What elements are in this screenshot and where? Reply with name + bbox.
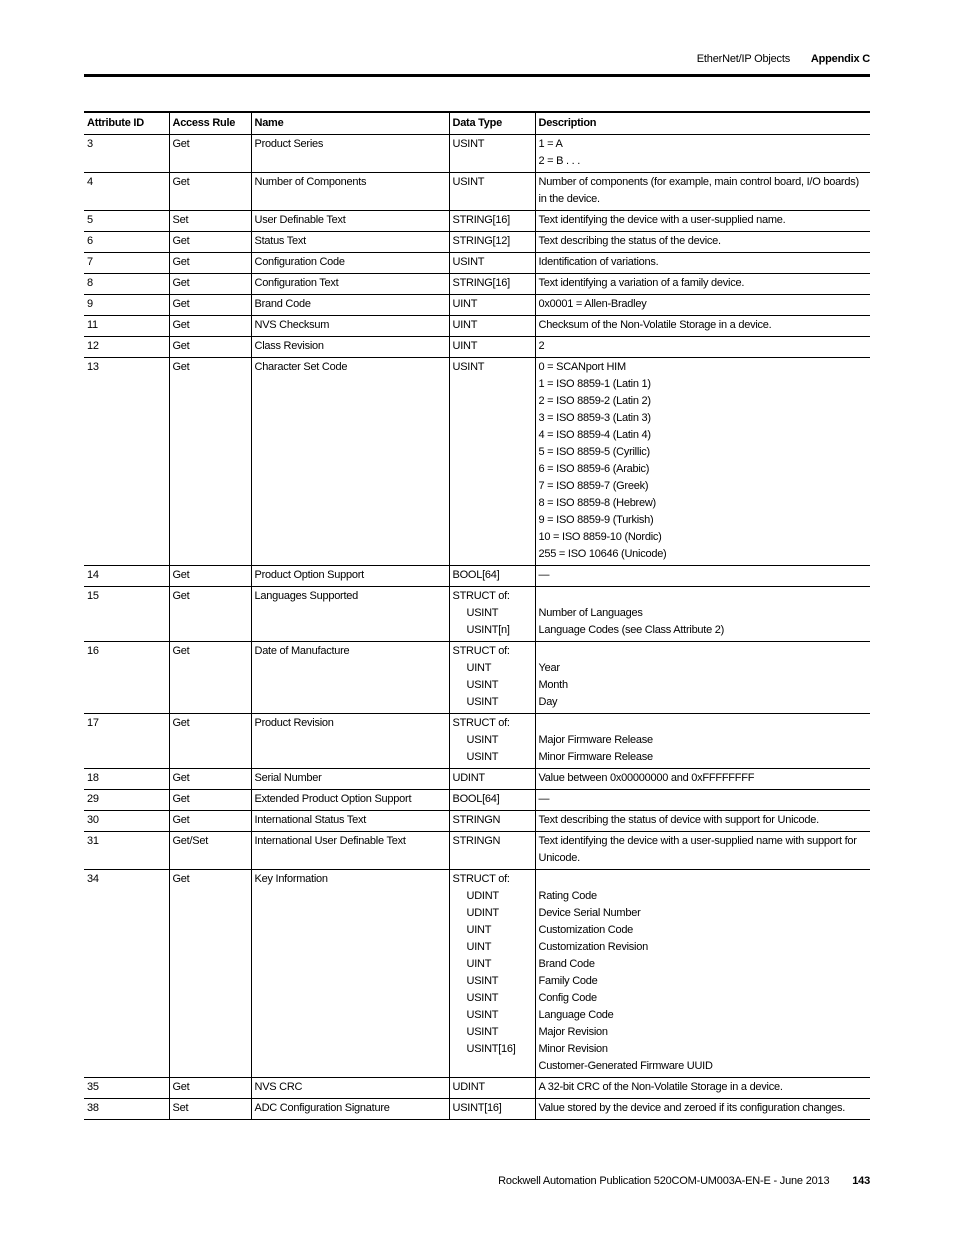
access-rule-cell: Get: [169, 358, 251, 566]
description-line: 4 = ISO 8859-4 (Latin 4): [538, 429, 651, 441]
table-row: [84, 832, 870, 870]
description-cell: [535, 211, 870, 232]
column-header-name: Name: [251, 112, 449, 135]
data-type-line: USINT: [466, 751, 499, 763]
table-row: [84, 253, 870, 274]
description-cell: [535, 566, 870, 587]
description-cell: [535, 337, 870, 358]
table-row: [84, 769, 870, 790]
access-rule-cell: Get: [169, 1078, 251, 1099]
access-rule-cell: Get: [169, 316, 251, 337]
data-type-cell: [449, 135, 535, 173]
description-line: Major Revision: [538, 1026, 608, 1038]
data-type-line: UINT: [452, 298, 478, 310]
data-type-line: UINT: [452, 340, 478, 352]
attribute-table: [84, 111, 870, 1120]
column-header-description: Description: [535, 112, 870, 135]
header-rule: [84, 74, 870, 77]
access-rule-cell: Get: [169, 566, 251, 587]
data-type-line: BOOL[64]: [452, 569, 500, 581]
attribute-id-cell: 34: [84, 870, 169, 1078]
data-type-line: STRUCT of:: [452, 717, 510, 729]
description-line: 5 = ISO 8859-5 (Cyrillic): [538, 446, 650, 458]
data-type-line: UDINT: [452, 1081, 485, 1093]
table-row: [84, 566, 870, 587]
data-type-line: STRINGN: [452, 814, 501, 826]
access-rule-cell: Get: [169, 274, 251, 295]
attribute-id-cell: 18: [84, 769, 169, 790]
access-rule-cell: Get: [169, 232, 251, 253]
attribute-id-cell: 7: [84, 253, 169, 274]
table-row: [84, 274, 870, 295]
data-type-line: UINT: [452, 319, 478, 331]
table-row: [84, 173, 870, 211]
attribute-id-cell: 14: [84, 566, 169, 587]
table-row: [84, 790, 870, 811]
description-line: Checksum of the Non-Volatile Storage in a device.: [538, 319, 772, 331]
name-cell: NVS CRC: [251, 1078, 449, 1099]
name-cell: Languages Supported: [251, 587, 449, 642]
data-type-cell: [449, 211, 535, 232]
data-type-cell: [449, 232, 535, 253]
data-type-line: STRUCT of:: [452, 873, 510, 885]
description-line: Language Code: [538, 1009, 614, 1021]
description-cell: [535, 135, 870, 173]
description-line: [539, 588, 867, 605]
name-cell: User Definable Text: [251, 211, 449, 232]
description-line: 2 = ISO 8859-2 (Latin 2): [538, 395, 651, 407]
description-line: 2 = B . . .: [538, 155, 581, 167]
description-line: 7 = ISO 8859-7 (Greek): [538, 480, 649, 492]
description-line: Text describing the status of device with support for Unicode.: [538, 814, 819, 826]
name-cell: Extended Product Option Support: [251, 790, 449, 811]
description-line: Language Codes (see Class Attribute 2): [538, 624, 725, 636]
data-type-line: USINT: [466, 696, 499, 708]
data-type-line: USINT: [466, 975, 499, 987]
table-row: [84, 358, 870, 566]
access-rule-cell: Get: [169, 769, 251, 790]
attribute-id-cell: 31: [84, 832, 169, 870]
name-cell: Status Text: [251, 232, 449, 253]
data-type-cell: [449, 790, 535, 811]
name-cell: Class Revision: [251, 337, 449, 358]
data-type-line: USINT: [466, 1026, 499, 1038]
name-cell: Character Set Code: [251, 358, 449, 566]
data-type-cell: [449, 832, 535, 870]
description-line: Customization Code: [538, 924, 634, 936]
data-type-cell: [449, 1099, 535, 1120]
description-line: Text identifying the device with a user-supplied name.: [538, 214, 786, 226]
data-type-cell: [449, 316, 535, 337]
description-cell: [535, 253, 870, 274]
attribute-id-cell: 17: [84, 714, 169, 769]
name-cell: Product Series: [251, 135, 449, 173]
table-row: [84, 642, 870, 714]
data-type-line: STRINGN: [452, 835, 501, 847]
name-cell: Configuration Text: [251, 274, 449, 295]
description-line: Text identifying the device with a user-supplied name with support for Unicode.: [538, 835, 857, 864]
data-type-cell: [449, 358, 535, 566]
data-type-line: UDINT: [466, 890, 499, 902]
attribute-id-cell: 3: [84, 135, 169, 173]
description-line: Customization Revision: [538, 941, 648, 953]
table-row: [84, 211, 870, 232]
data-type-line: STRING[16]: [452, 214, 510, 226]
page-header: [697, 53, 870, 65]
data-type-line: USINT: [466, 992, 499, 1004]
attribute-id-cell: 35: [84, 1078, 169, 1099]
description-cell: [535, 811, 870, 832]
attribute-id-cell: 13: [84, 358, 169, 566]
description-line: 2: [538, 340, 545, 352]
data-type-line: STRUCT of:: [452, 590, 510, 602]
data-type-line: USINT[n]: [466, 624, 510, 636]
description-line: Minor Revision: [538, 1043, 608, 1055]
description-cell: [535, 1099, 870, 1120]
access-rule-cell: Get: [169, 642, 251, 714]
description-cell: [535, 358, 870, 566]
data-type-cell: [449, 811, 535, 832]
description-line: Text identifying a variation of a family device.: [538, 277, 745, 289]
description-line: Text describing the status of the device.: [538, 235, 721, 247]
attribute-id-cell: 15: [84, 587, 169, 642]
name-cell: Date of Manufacture: [251, 642, 449, 714]
description-line: [539, 643, 867, 660]
data-type-line: BOOL[64]: [452, 793, 500, 805]
table-row: [84, 870, 870, 1078]
attribute-id-cell: 30: [84, 811, 169, 832]
column-header-data-type: Data Type: [449, 112, 535, 135]
name-cell: International Status Text: [251, 811, 449, 832]
description-cell: [535, 295, 870, 316]
description-line: Customer-Generated Firmware UUID: [538, 1060, 713, 1072]
description-cell: [535, 714, 870, 769]
description-line: 6 = ISO 8859-6 (Arabic): [538, 463, 650, 475]
description-line: Year: [538, 662, 560, 674]
header-appendix-label: Appendix C: [810, 53, 870, 65]
description-cell: [535, 232, 870, 253]
data-type-cell: [449, 769, 535, 790]
description-line: Value between 0x00000000 and 0xFFFFFFFF: [538, 772, 755, 784]
description-line: 3 = ISO 8859-3 (Latin 3): [538, 412, 651, 424]
description-line: —: [538, 569, 550, 581]
data-type-line: STRING[12]: [452, 235, 510, 247]
column-header-attribute-id: Attribute ID: [84, 112, 169, 135]
data-type-line: UINT: [466, 958, 492, 970]
name-cell: Serial Number: [251, 769, 449, 790]
data-type-line: USINT: [466, 607, 499, 619]
description-line: 1 = ISO 8859-1 (Latin 1): [538, 378, 651, 390]
description-cell: [535, 769, 870, 790]
data-type-line: UDINT: [452, 772, 485, 784]
description-line: 0x0001 = Allen-Bradley: [538, 298, 647, 310]
table-row: [84, 1099, 870, 1120]
attribute-id-cell: 5: [84, 211, 169, 232]
name-cell: International User Definable Text: [251, 832, 449, 870]
table-row: [84, 337, 870, 358]
description-line: Number of components (for example, main control board, I/O boards) in the device.: [538, 176, 859, 205]
table-header-row: [84, 112, 870, 135]
data-type-line: UINT: [466, 662, 492, 674]
data-type-line: USINT: [452, 138, 485, 150]
data-type-line: USINT[16]: [452, 1102, 502, 1114]
description-line: Day: [538, 696, 558, 708]
description-cell: [535, 316, 870, 337]
attribute-id-cell: 6: [84, 232, 169, 253]
table-row: [84, 714, 870, 769]
description-line: [539, 871, 867, 888]
attribute-id-cell: 29: [84, 790, 169, 811]
description-line: Family Code: [538, 975, 598, 987]
column-header-access-rule: Access Rule: [169, 112, 251, 135]
description-line: —: [538, 793, 550, 805]
data-type-cell: [449, 173, 535, 211]
attribute-id-cell: 12: [84, 337, 169, 358]
access-rule-cell: Get: [169, 790, 251, 811]
description-line: Value stored by the device and zeroed if its configuration changes.: [538, 1102, 846, 1114]
attribute-id-cell: 9: [84, 295, 169, 316]
description-line: Config Code: [538, 992, 597, 1004]
data-type-line: UINT: [466, 924, 492, 936]
attribute-id-cell: 11: [84, 316, 169, 337]
description-cell: [535, 790, 870, 811]
name-cell: NVS Checksum: [251, 316, 449, 337]
page-number: 143: [852, 1175, 870, 1187]
data-type-cell: [449, 566, 535, 587]
data-type-cell: [449, 253, 535, 274]
description-line: 0 = SCANport HIM: [538, 361, 626, 373]
data-type-line: USINT: [466, 734, 499, 746]
name-cell: ADC Configuration Signature: [251, 1099, 449, 1120]
access-rule-cell: Get: [169, 587, 251, 642]
name-cell: Product Option Support: [251, 566, 449, 587]
data-type-cell: [449, 295, 535, 316]
table-row: [84, 316, 870, 337]
description-line: 8 = ISO 8859-8 (Hebrew): [538, 497, 656, 509]
table-row: [84, 135, 870, 173]
attribute-id-cell: 38: [84, 1099, 169, 1120]
data-type-cell: [449, 1078, 535, 1099]
description-cell: [535, 870, 870, 1078]
data-type-line: USINT: [452, 176, 485, 188]
data-type-cell: [449, 642, 535, 714]
description-line: Identification of variations.: [538, 256, 659, 268]
data-type-line: USINT: [452, 361, 485, 373]
access-rule-cell: Get: [169, 337, 251, 358]
table-row: [84, 1078, 870, 1099]
data-type-cell: [449, 337, 535, 358]
description-line: 1 = A: [538, 138, 563, 150]
description-cell: [535, 642, 870, 714]
access-rule-cell: Get/Set: [169, 832, 251, 870]
data-type-line: USINT: [466, 679, 499, 691]
description-line: Rating Code: [538, 890, 597, 902]
data-type-line: STRING[16]: [452, 277, 510, 289]
description-line: Device Serial Number: [538, 907, 641, 919]
data-type-line: UDINT: [466, 907, 499, 919]
description-line: Brand Code: [538, 958, 595, 970]
name-cell: Number of Components: [251, 173, 449, 211]
description-cell: [535, 832, 870, 870]
access-rule-cell: Get: [169, 135, 251, 173]
description-line: Number of Languages: [538, 607, 643, 619]
table-row: [84, 811, 870, 832]
access-rule-cell: Get: [169, 253, 251, 274]
description-line: 9 = ISO 8859-9 (Turkish): [538, 514, 654, 526]
description-cell: [535, 173, 870, 211]
description-line: Minor Firmware Release: [538, 751, 653, 763]
attribute-id-cell: 8: [84, 274, 169, 295]
data-type-line: UINT: [466, 941, 492, 953]
data-type-cell: [449, 587, 535, 642]
description-line: Month: [538, 679, 568, 691]
header-section-title: EtherNet/IP Objects: [696, 53, 791, 65]
description-line: A 32-bit CRC of the Non-Volatile Storage in a device.: [538, 1081, 783, 1093]
attribute-id-cell: 4: [84, 173, 169, 211]
access-rule-cell: Get: [169, 811, 251, 832]
page-footer: [498, 1175, 870, 1187]
name-cell: Brand Code: [251, 295, 449, 316]
description-cell: [535, 274, 870, 295]
access-rule-cell: Get: [169, 295, 251, 316]
access-rule-cell: Get: [169, 714, 251, 769]
data-type-line: USINT: [452, 256, 485, 268]
data-type-line: STRUCT of:: [452, 645, 510, 657]
table-body: [84, 135, 870, 1120]
table-row: [84, 295, 870, 316]
data-type-cell: [449, 870, 535, 1078]
table-row: [84, 232, 870, 253]
attribute-id-cell: 16: [84, 642, 169, 714]
description-cell: [535, 1078, 870, 1099]
description-line: Major Firmware Release: [538, 734, 653, 746]
name-cell: Configuration Code: [251, 253, 449, 274]
name-cell: Product Revision: [251, 714, 449, 769]
description-cell: [535, 587, 870, 642]
description-line: 255 = ISO 10646 (Unicode): [538, 548, 667, 560]
access-rule-cell: Set: [169, 211, 251, 232]
name-cell: Key Information: [251, 870, 449, 1078]
data-type-line: USINT[16]: [466, 1043, 516, 1055]
data-type-cell: [449, 714, 535, 769]
publication-info: Rockwell Automation Publication 520COM-UM003A-EN-E - June 2013: [498, 1175, 830, 1187]
data-type-cell: [449, 274, 535, 295]
description-line: 10 = ISO 8859-10 (Nordic): [538, 531, 662, 543]
access-rule-cell: Get: [169, 870, 251, 1078]
access-rule-cell: Get: [169, 173, 251, 211]
access-rule-cell: Set: [169, 1099, 251, 1120]
table-row: [84, 587, 870, 642]
description-line: [539, 715, 867, 732]
data-type-line: USINT: [466, 1009, 499, 1021]
